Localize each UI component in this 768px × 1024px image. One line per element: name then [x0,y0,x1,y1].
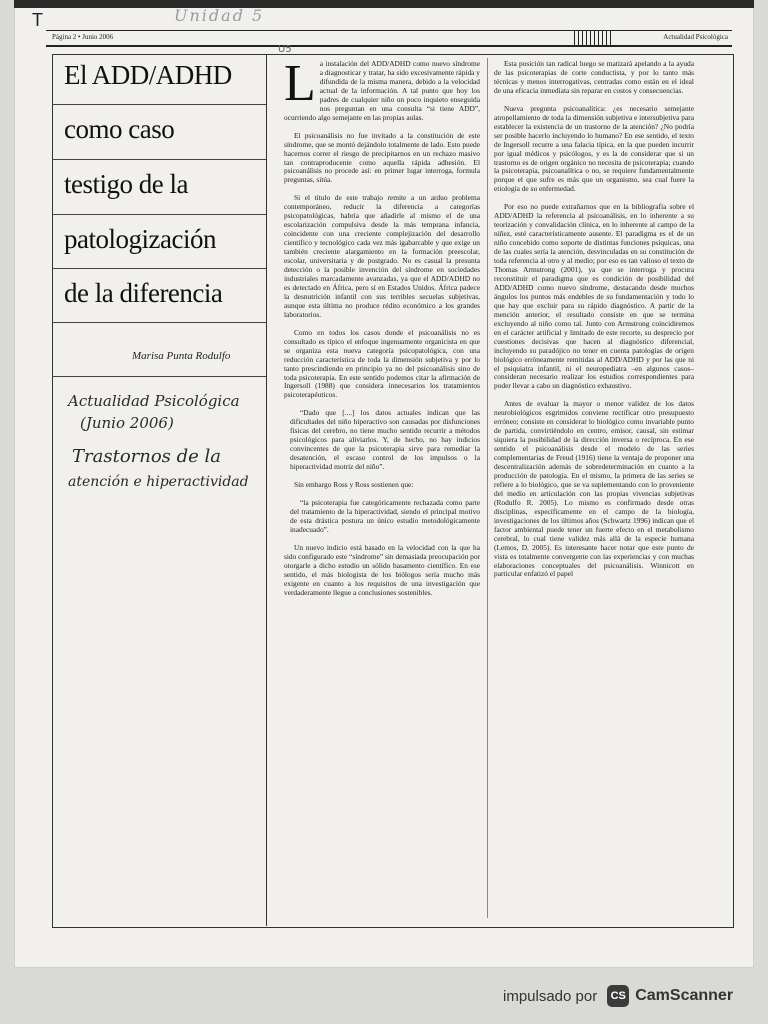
top-handwriting: Unidad 5 [174,6,265,25]
author-divider [52,376,266,377]
handwritten-note-line2: (Junio 2006) [80,414,174,432]
camscanner-logo-icon: CS [607,985,629,1007]
paragraph: Por eso no puede extrañarnos que en la bibliografía sobre el ADD/ADHD la referencia al psicoanálisis, en lo inherente a su teorización y convalidación clínica, en lo inherente al campo de la niñez, esté característicamente ausente. El paradigma es el de un niño concebido como soporte de distintas funciones psíquicas, una de las cuales sería la atención, desvinculadas en su constitución de toda referencia al otro y al medio; por eso es tan valioso el texto de Thomas Armstrong (2001), ya que se interroga y procura reconstituir el paradigma que es condición de posibilidad del ADD/ADHD como nuevo síndrome, destacando desde muchos ángulos los puntos más endebles de su fundamentación y todo lo que hay que excluir para su rápido diagnóstico. A partir de la mención anterior, el resultado consiste en que se termina excluyendo al niño como tal. Junto con Armstrong coincidiremos en el carácter artificial y limitado de este recorte, su desprecio por cuestiones decisivas que hacen al diagnóstico diferencial, incluyendo su paradójico no tener en cuenta patologías de origen biológico erróneamente remitidas al ADD/ADHD y por las que ni el psiquiatra infantil, ni el neuropediatra –en algunos casos– consideran necesario realizar los estudios correspondientes para poder llevar a cabo un diagnóstico exhaustivo. [494,202,694,391]
article-column-2 [494,60,694,588]
paragraph: Sin embargo Ross y Ross sostienen que: [294,480,414,490]
handwritten-note-line1: Actualidad Psicológica [68,392,240,410]
title-divider [52,322,266,323]
title-divider [52,159,266,160]
margin-scribble: U5 [278,44,292,55]
paragraph: Nueva pregunta psicoanalítica: ¿es necesario semejante atropellamiento de toda la dimensión subjetiva e intersubjetiva para establecer la existencia de un trastorno de la atención? ¿No podría ser posible hacerlo incluyendo lo humano? En ese sentido, el texto de Ingersoll recurre a una falacia típica, en la que pueden incurrir por igual médicos y psicólogos, y es la de considerar que si un trastorno es de origen orgánico no necesita de psicoterapia; cuando la psicoterapia, psicoanalítica o no, se requiere fundamentalmente porque el que sufre es más que un organismo, sea cual fuere la etiología de su enfermedad. [494,103,694,194]
quote-paragraph: “Dado que [....] los datos actuales indican que las dificultades del niño hiperactivo son causadas por disfunciones físicas del cerebro, no tiene mucho sentido recurrir a métodos psicológicos para aliviarlos. Y, de hecho, no hay indicios convincentes de que la psicoterapia sirve para remediar la desatención, el escaso control de los impulsos o la hiperactividad motriz del niño”. [290,408,480,472]
handwritten-note-line4: atención e hiperactividad [68,474,249,490]
drop-cap: L [284,55,316,112]
header-page-info: Página 2 • Junio 2006 [52,33,114,41]
running-header [46,30,732,47]
paragraph: El psicoanálisis no fue invitado a la constitución de este síndrome, que se montó dejándolo totalmente de lado. Esto puede hacernos correr el riesgo de precipitarnos en un rechazo masivo tan contraproducente como aquella rápida adhesión. El psicoanálisis no procede así: en primer lugar interroga, formula preguntas, sitúa. [284,130,480,185]
quote-paragraph: “la psicoterapia fue categóricamente rechazada como parte del tratamiento de la hiperactividad, siendo el principal motivo de esta drástica postura un único estudio metodológicamente inadecuado”. [290,497,480,534]
paragraph: Como en todos los casos donde el psicoanálisis no es consultado es típico el enfoque ingenuamente organicista en que se organiza esta nueva categoría psicopatológica, con una reducción característica de toda la dimensión subjetiva y por lo tanto prescindiendo en principio ya no del psicoanálisis sino de toda psicoterapia. En este sentido podemos citar la afirmación de Ingersoll (1988) que considera innecesarios los tratamientos psicoterapéuticos. [284,327,480,400]
title-column [52,54,267,926]
scan-top-edge [14,0,754,8]
handwritten-note-line3: Trastornos de la [72,446,222,467]
article-column-1 [284,55,480,607]
corner-mark: T [32,10,43,30]
paragraph: Si el título de este trabajo remite a un arduo problema contemporáneo, reducir la diferencia a categorías psicopatológicas, habría que añadirle al mismo el de una escolarización compulsiva desde la más temprana infancia, coincidente con una creciente complejización del desarrollo científico y tecnológico cada vez más igabarcable y que exige un también creciente alargamiento en la formación preescolar, escolar, universitaria y de postgrado. No es casual la presunta detección o la posible invención del síndrome en sociedades industriales marcadamente avanzadas, ya que el ADD/ADHD no es detectado en África, pero sí en Estados Unidos. África padece la desnutrición infantil con sus terribles secuelas subjetivas, aunque esta última no produce rédito económico a los grandes laboratorios. [284,193,480,319]
header-publication: Actualidad Psicológica [663,33,728,41]
title-divider [52,214,266,215]
title-divider [52,268,266,269]
title-line-3: testigo de la [64,169,188,199]
header-decoration [574,31,614,45]
author-name: Marisa Punta Rodulfo [132,350,231,362]
column-divider [487,58,488,918]
title-line-5: de la diferencia [64,278,223,308]
camscanner-watermark [503,985,733,1007]
title-line-4: patologización [64,224,216,254]
paragraph: Antes de evaluar la mayor o menor validez de los datos neurobiológicos esgrimidos conviene rectificar otro presupuesto erróneo; consiste en considerar lo biológico como invariable punto de partida, convirtiéndolo en centro, emisor, causal, sin estimar siquiera la posibilidad de la dirección inversa o recíproca. En ese sentido el psicoanálisis desde el modelo de las series complementarias de Freud (1916) tiene la ventaja de proponer una descentralización además de sobredeterminación en cuanto a la producción de patología. En el mismo, la primera de las series se refiere a lo biológico, que se va suplementando con lo proveniente del medio en articulación con las propias vivencias subjetivas (Rodulfo R. 2005). Lo mismo es confirmado desde otras disciplinas, específicamente en el campo de la biología, investigaciones de los últimos años (Schwartz 1996) indican que el factor ambiental puede tener un fuerte efecto en el metabolismo cerebral, lo cual tiene validez más allá de la especie humana (Lemos, D. 2005). Es interesante hacer notar que este punto de vista es totalmente convergente con las experiencias y con muchas elaboraciones conceptuales del psicoanálisis. Winnicott en particular enfatizó el papel [494,399,694,579]
powered-by-text: impulsado por [503,987,598,1005]
paragraph: Un nuevo indicio está basado en la velocidad con la que ha sido configurado este “síndrome” sin demasiada preocupación por otorgarle a dicho estudio un sólido basamento científico. En ese sentido, el más biologista de los biólogos sería mucho más exigente en cuanto a los requisitos de una investigación que verdaderamente llegue a conclusiones sostenibles. [284,542,480,597]
title-line-2: como caso [64,114,175,144]
title-divider [52,104,266,105]
camscanner-brand: CamScanner [635,987,734,1004]
paragraph: Esta posición tan radical luego se matizará apelando a la ayuda de las psicoterapias de corte conductista, y por lo tanto más técnicas y menos interrogativas, centradas como están en el ideal de una eficacia inmediata sin reparar en costos y consecuencias. [494,59,694,95]
paragraph: La instalación del ADD/ADHD como nuevo síndrome a diagnosticar y tratar, ha sido excesivamente rápida y difundida de la misma manera, debido a la velocidad actual de la información. A tal punto que hoy los padres de cualquier niño un poco inquieto enseguida nos preguntan en una consulta “si tiene ADD”, ocurriendo algo semejante en las propias aulas. [284,55,480,122]
title-line-1: El ADD/ADHD [64,60,232,90]
